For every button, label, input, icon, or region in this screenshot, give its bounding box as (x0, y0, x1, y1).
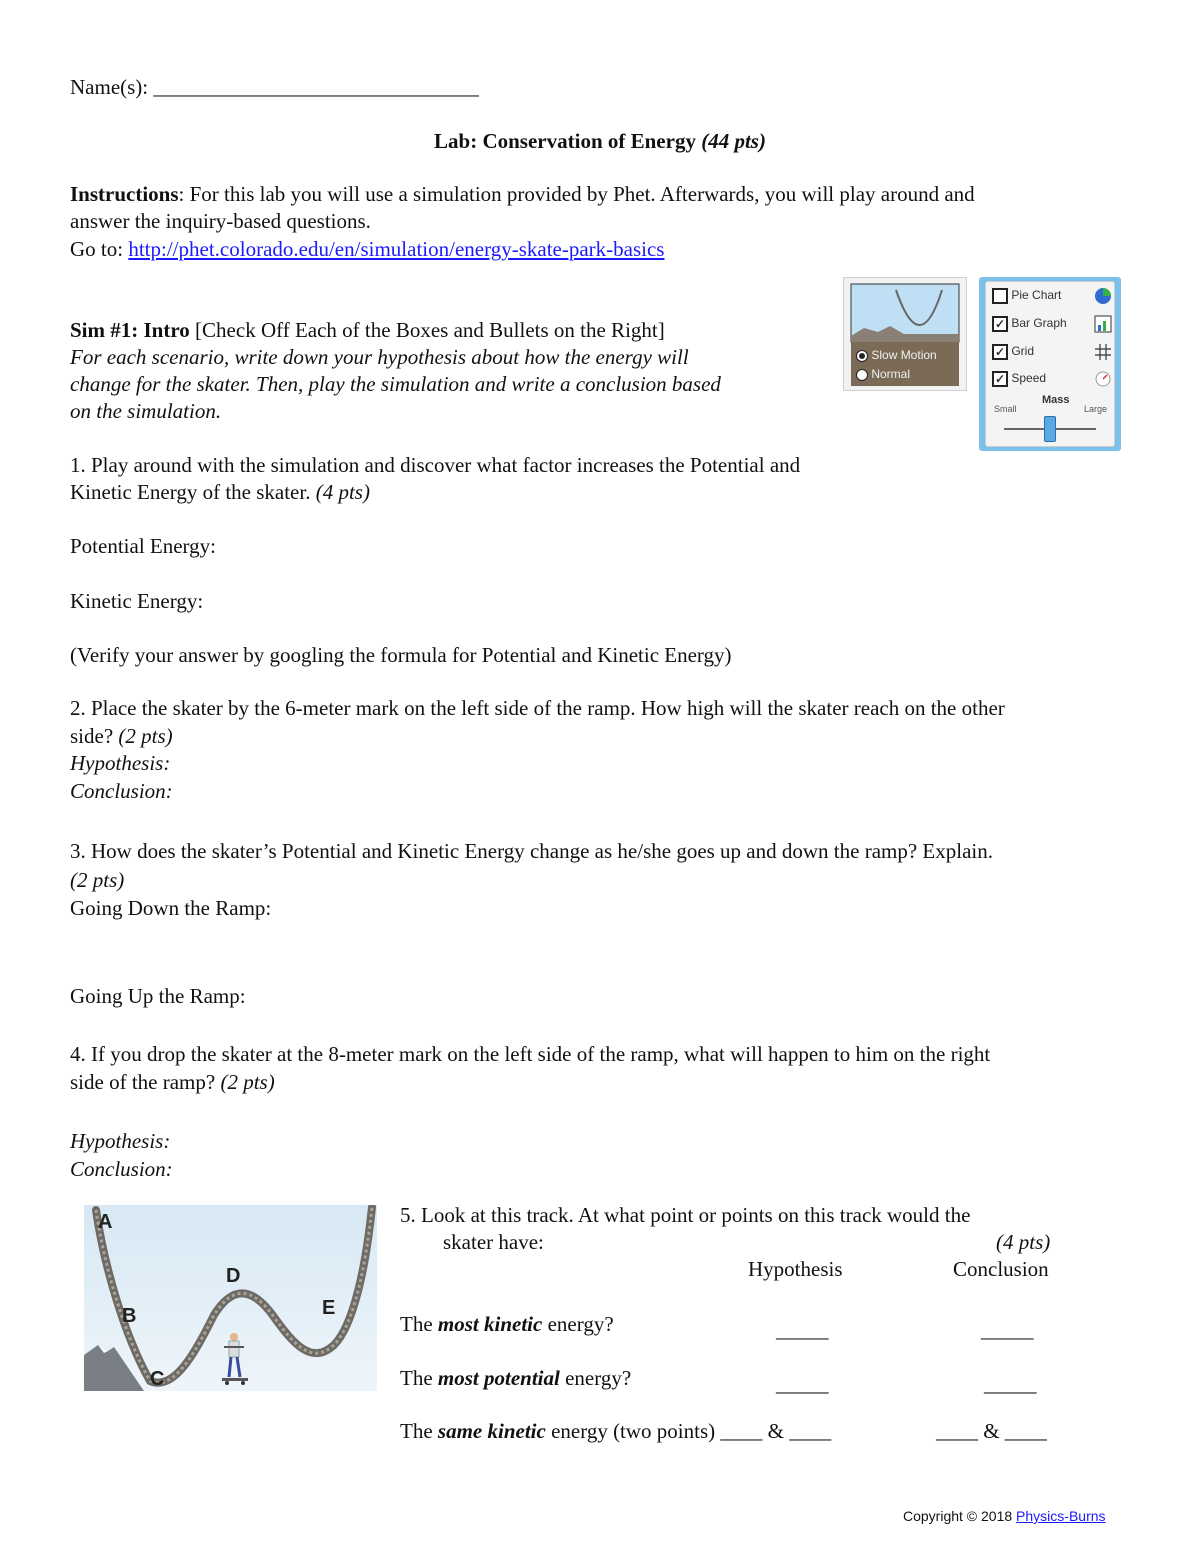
title-main: Lab: Conservation of Energy (434, 129, 696, 153)
sim-url-link[interactable]: http://phet.colorado.edu/en/simulation/energy-skate-park-basics (128, 237, 665, 261)
q1-line1: 1. Play around with the simulation and discover what factor increases the Potential and (70, 453, 801, 477)
radio-unselected-icon (856, 369, 868, 381)
mass-slider-thumb[interactable] (1044, 416, 1056, 442)
checkbox-speed[interactable] (992, 371, 1046, 387)
q5-col-conclusion: Conclusion (953, 1257, 1049, 1281)
checkbox-empty-icon (992, 288, 1008, 304)
mass-label: Mass (1042, 394, 1070, 406)
grid-label: Grid (1011, 344, 1035, 359)
page-title (0, 127, 1200, 155)
q1-kinetic-label: Kinetic Energy: (70, 589, 204, 613)
mass-small-label: Small (994, 404, 1017, 414)
sim1-italic-line-2: change for the skater. Then, play the simulation and write a conclusion based (70, 372, 721, 396)
title-pts: (44 pts) (701, 129, 766, 153)
sim-options-panel (979, 277, 1121, 451)
name-blank[interactable]: _______________________________ (153, 75, 479, 99)
sim-speed-panel (843, 277, 967, 391)
q5-row2-con-blank[interactable]: _____ (984, 1372, 1037, 1396)
q5-row-same-kinetic (400, 1417, 831, 1445)
instructions-label: Instructions (70, 182, 179, 206)
mass-large-label: Large (1084, 404, 1108, 414)
q5-row-most-potential (400, 1364, 631, 1392)
q3-going-up: Going Up the Ramp: (70, 984, 246, 1008)
row-emphasis: same kinetic (437, 1419, 546, 1443)
q5-line2: skater have: (443, 1230, 544, 1254)
q3-pts: (2 pts) (70, 868, 125, 892)
radio-slow-label: Slow Motion (871, 348, 937, 362)
radio-selected-icon (856, 350, 868, 362)
row-suffix[interactable]: energy (two points) ____ & ____ (545, 1419, 832, 1443)
q2-conclusion: Conclusion: (70, 779, 173, 803)
q1-verify-note: (Verify your answer by googling the formula for Potential and Kinetic Energy) (70, 643, 732, 667)
q5-pts: (4 pts) (996, 1230, 1051, 1254)
q2-line1: 2. Place the skater by the 6-meter mark on the left side of the ramp. How high will the skater reach on the other (70, 696, 1005, 720)
q2-text: side? (70, 724, 114, 748)
radio-normal[interactable] (856, 367, 910, 381)
track-point-b: B (122, 1305, 137, 1327)
radio-normal-label: Normal (871, 367, 911, 381)
checkbox-checked-icon: ✓ (992, 316, 1008, 332)
goto-line (70, 235, 664, 263)
name-line (70, 73, 479, 101)
options-inner (985, 281, 1115, 447)
bar-graph-icon (1094, 315, 1112, 333)
copyright-text: Copyright © 2018 (903, 1508, 1013, 1524)
q4-line1: 4. If you drop the skater at the 8-meter mark on the left side of the ramp, what will happen to him on the right (70, 1042, 991, 1066)
pie-chart-icon (1094, 287, 1112, 305)
q5-line1: 5. Look at this track. At what point or points on this track would the (400, 1203, 971, 1227)
checkbox-checked-icon: ✓ (992, 344, 1008, 360)
sim1-heading-bold: Sim #1: Intro (70, 318, 190, 342)
q1-text: Kinetic Energy of the skater. (70, 480, 311, 504)
sim1-heading (70, 316, 665, 344)
q3-line1: 3. How does the skater’s Potential and Kinetic Energy change as he/she goes up and down the ramp? Explain. (70, 839, 993, 863)
row-emphasis: most kinetic (437, 1312, 543, 1336)
q1-pts: (4 pts) (315, 480, 370, 504)
instructions-line2: answer the inquiry-based questions. (70, 209, 371, 233)
track-point-e: E (322, 1297, 336, 1319)
q5-row2-hyp-blank[interactable]: _____ (776, 1372, 829, 1396)
q1-line2 (70, 478, 370, 506)
q3-going-down: Going Down the Ramp: (70, 896, 272, 920)
q5-col-hypothesis: Hypothesis (748, 1257, 843, 1281)
sim1-italic-line-3: on the simulation. (70, 399, 222, 423)
track-illustration (84, 1205, 377, 1391)
goto-label: Go to: (70, 237, 124, 261)
speed-label: Speed (1011, 371, 1047, 386)
checkbox-bar-graph[interactable] (992, 316, 1067, 332)
grid-icon (1094, 343, 1112, 361)
sim1-heading-rest: [Check Off Each of the Boxes and Bullets on the Right] (189, 318, 665, 342)
q5-row3-con-blanks[interactable]: ____ & ____ (936, 1419, 1047, 1443)
row-prefix: The (400, 1312, 438, 1336)
q4-conclusion: Conclusion: (70, 1157, 173, 1181)
q5-row1-con-blank[interactable]: _____ (981, 1318, 1034, 1342)
q4-pts: (2 pts) (220, 1070, 275, 1094)
q2-pts: (2 pts) (118, 724, 173, 748)
checkbox-pie-chart[interactable] (992, 288, 1061, 304)
q4-line2 (70, 1068, 275, 1096)
row-suffix: energy? (559, 1366, 632, 1390)
instructions-text: : For this lab you will use a simulation provided by Phet. Afterwards, you will play around and (178, 182, 975, 206)
physics-burns-link[interactable]: Physics-Burns (1016, 1508, 1106, 1524)
row-suffix: energy? (542, 1312, 614, 1336)
q2-hypothesis: Hypothesis: (70, 751, 171, 775)
q2-line2 (70, 722, 173, 750)
q4-text: side of the ramp? (70, 1070, 216, 1094)
checkbox-grid[interactable] (992, 344, 1034, 360)
row-emphasis: most potential (437, 1366, 560, 1390)
q4-hypothesis: Hypothesis: (70, 1129, 171, 1153)
speedometer-icon (1094, 370, 1112, 388)
instructions-line1 (70, 180, 975, 208)
track-point-c: C (150, 1368, 165, 1390)
track-point-a: A (98, 1211, 113, 1233)
pie-chart-label: Pie Chart (1011, 288, 1062, 303)
bar-graph-label: Bar Graph (1011, 316, 1067, 331)
checkbox-checked-icon: ✓ (992, 371, 1008, 387)
footer-copyright (903, 1508, 1106, 1524)
q5-row1-hyp-blank[interactable]: _____ (776, 1318, 829, 1342)
radio-slow-motion[interactable] (856, 348, 937, 362)
track-point-d: D (226, 1265, 241, 1287)
q5-row-most-kinetic (400, 1310, 614, 1338)
name-label: Name(s): (70, 75, 149, 99)
sim1-italic-line-1: For each scenario, write down your hypothesis about how the energy will (70, 345, 689, 369)
q1-potential-label: Potential Energy: (70, 534, 217, 558)
row-prefix: The (400, 1366, 438, 1390)
row-prefix: The (400, 1419, 438, 1443)
